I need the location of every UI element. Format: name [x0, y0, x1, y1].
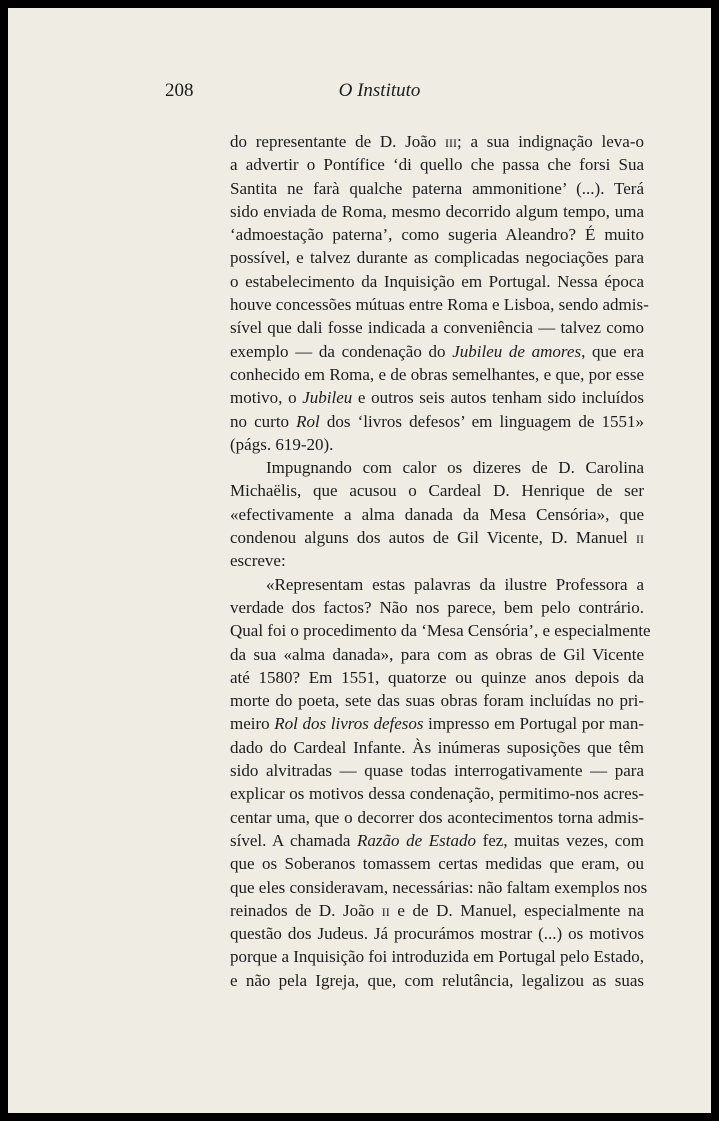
- text-line: meiro Rol dos livros defesos impresso em Portugal por man-: [230, 714, 644, 734]
- text-line: Qual foi o procedimento da ‘Mesa Censória’, e especialmente: [230, 621, 651, 641]
- text-line: reinados de D. João ii e de D. Manuel, especialmente na: [230, 900, 645, 920]
- text-line: questão dos Judeus. Já procurámos mostrar (...) os motivos: [230, 924, 644, 944]
- text-line: que os Soberanos tomassem certas medidas que eram, ou: [230, 854, 644, 874]
- text-line: Santita ne farà qualche paterna ammonitione’ (...). Terá: [230, 178, 644, 198]
- text-line: até 1580? Em 1551, quatorze ou quinze anos depois da: [230, 667, 644, 687]
- paragraph-2: [230, 456, 644, 572]
- text-line: e não pela Igreja, que, com relutância, legalizou as suas: [230, 970, 644, 990]
- book-page: [8, 8, 711, 1113]
- text-line: «efectivamente a alma danada da Mesa Censória», que: [230, 504, 644, 524]
- text-line: porque a Inquisição foi introduzida em Portugal pelo Estado,: [230, 947, 645, 967]
- running-title: O Instituto: [338, 80, 421, 101]
- text-line: verdade dos factos? Não nos parece, bem pelo contrário.: [230, 597, 644, 617]
- text-line: motivo, o Jubileu e outros seis autos tenham sido incluídos: [230, 388, 644, 408]
- text-line: «Representam estas palavras da ilustre Professora a: [266, 574, 644, 594]
- text-line: da sua «alma danada», para com as obras de Gil Vicente: [230, 644, 644, 664]
- page-number: 208: [165, 80, 194, 101]
- text-line: a advertir o Pontífice ‘di quello che passa che forsi Sua: [230, 155, 644, 175]
- text-line: dado do Cardeal Infante. Às inúmeras suposições que têm: [230, 737, 644, 757]
- text-line: Michaëlis, que acusou o Cardeal D. Henrique de ser: [230, 481, 644, 501]
- page-header: [8, 80, 711, 104]
- text-line: que eles consideravam, necessárias: não faltam exemplos nos: [230, 877, 648, 897]
- text-line: sível. A chamada Razão de Estado fez, muitas vezes, com: [230, 830, 644, 850]
- text-line: do representante de D. João iii; a sua indignação leva-o: [230, 132, 644, 151]
- body-text: [230, 130, 651, 992]
- text-line: condenou alguns dos autos de Gil Vicente, D. Manuel ii: [230, 528, 644, 548]
- text-line: exemplo — da condenação do Jubileu de amores, que era: [230, 341, 644, 361]
- text-line: possível, e talvez durante as complicadas negociações para: [230, 248, 644, 268]
- text-line: no curto Rol dos ‘livros defesos’ em linguagem de 1551»: [230, 411, 644, 431]
- text-line: escreve:: [230, 551, 286, 571]
- text-line: ‘admoestação paterna’, como sugeria Aleandro? É muito: [230, 225, 644, 245]
- text-line: explicar os motivos dessa condenação, permitimo-nos acres-: [230, 784, 644, 804]
- text-line: (págs. 619-20).: [230, 434, 334, 454]
- text-line: sido enviada de Roma, mesmo decorrido algum tempo, uma: [230, 201, 644, 221]
- text-line: houve concessões mútuas entre Roma e Lisboa, sendo admis-: [230, 295, 649, 315]
- text-line: sível que dali fosse indicada a conveniência — talvez como: [230, 318, 644, 338]
- text-line: centar uma, que o decorrer dos acontecimentos torna admis-: [230, 807, 644, 827]
- text-line: Impugnando com calor os dizeres de D. Carolina: [266, 458, 644, 478]
- text-line: sido alvitradas — quase todas interrogativamente — para: [230, 761, 644, 781]
- text-line: o estabelecimento da Inquisição em Portugal. Nessa época: [230, 271, 644, 291]
- text-line: morte do poeta, sete das suas obras foram incluídas no pri-: [230, 691, 644, 711]
- paragraph-1: [230, 130, 649, 456]
- text-line: conhecido em Roma, e de obras semelhantes, e que, por esse: [230, 364, 644, 384]
- paragraph-3-quotation: [230, 573, 651, 992]
